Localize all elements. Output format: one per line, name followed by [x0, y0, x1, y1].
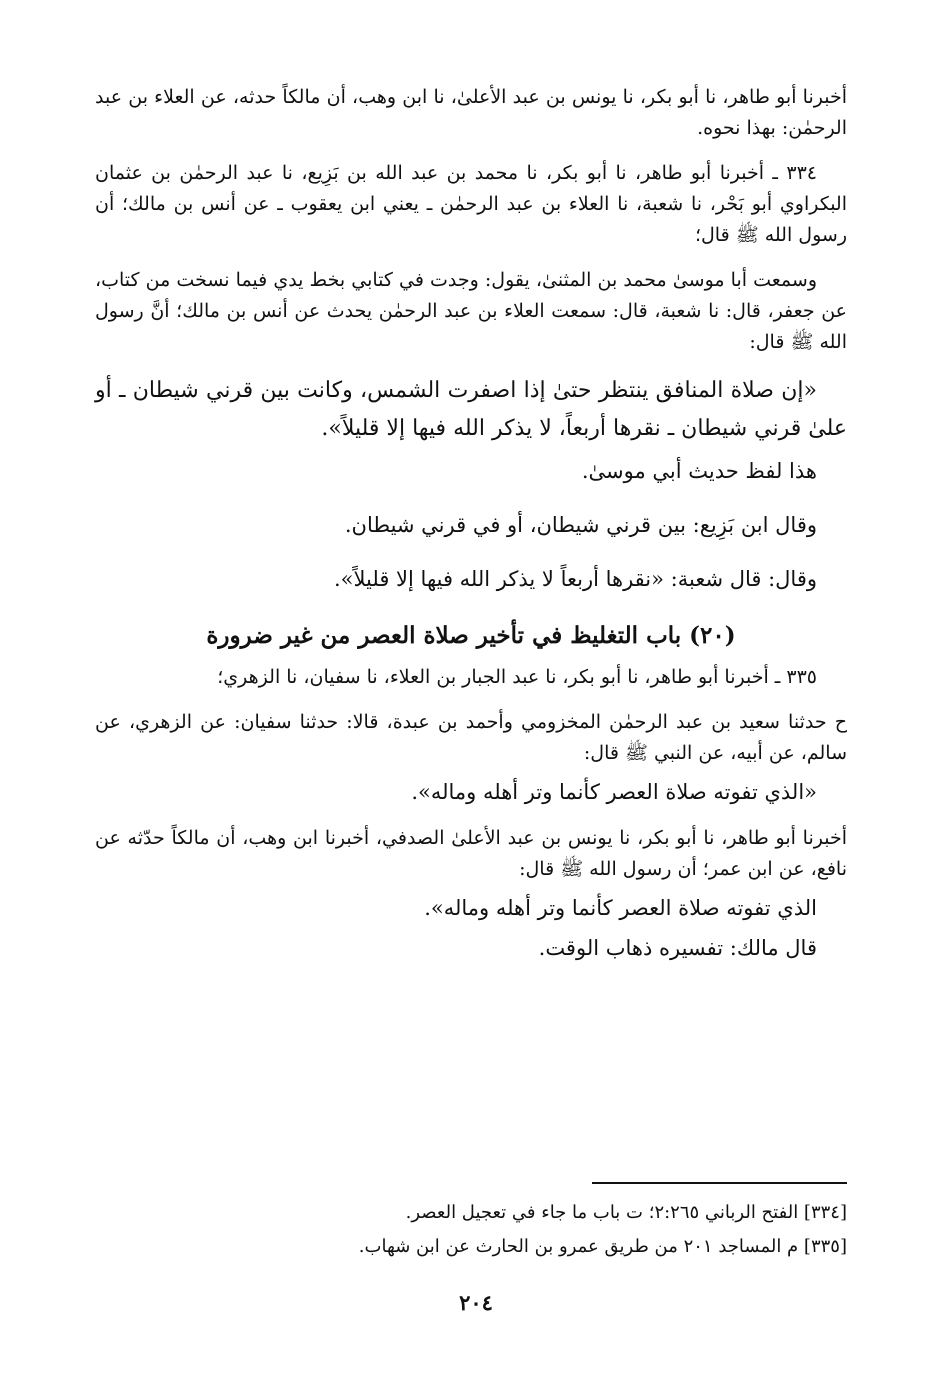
page-number: ٢٠٤ [459, 1290, 493, 1315]
hadith-334-second-chain: وسمعت أبا موسىٰ محمد بن المثنىٰ، يقول: وجدت في كتابي بخط يدي فيما نسخت من كتاب، عن جعفر، قال: نا شعبة، قال: سمعت العلاء بن عبد الرحمٰن يحدث عن أنس بن مالك؛ أنَّ رسول الله ﷺ قال: [95, 269, 847, 353]
malik-explanation: قال مالك: تفسيره ذهاب الوقت. [538, 936, 817, 960]
page-body [95, 82, 847, 965]
paragraph-chain-note: أخبرنا أبو طاهر، نا أبو بكر، نا يونس بن عبد الأعلىٰ، نا ابن وهب، أن مالكاً حدثه، عن العلاء بن عبد الرحمٰن: بهذا نحوه. [95, 86, 847, 139]
narration-variant: وقال ابن بَزِيع: بين قرني شيطان، أو في قرني شيطان. [344, 513, 817, 537]
hadith-335-text: «الذي تفوته صلاة العصر كأنما وتر أهله وماله». [411, 780, 817, 804]
footnote-335: [٣٣٥] م المساجد ٢٠١ من طريق عمرو بن الحارث عن ابن شهاب. [358, 1236, 847, 1257]
hadith-334-text: «إن صلاة المنافق ينتظر حتىٰ إذا اصفرت الشمس، وكانت بين قرني شيطان ـ أو علىٰ قرني شيطان ـ نقرها أربعاً، لا يذكر الله فيها إلا قليلاً». [95, 378, 847, 441]
hadith-335-third-chain: أخبرنا أبو طاهر، نا أبو بكر، نا يونس بن عبد الأعلىٰ الصدفي، أخبرنا ابن وهب، أن مالكاً حدّثه عن نافع، عن ابن عمر؛ أن رسول الله ﷺ قال: [95, 827, 847, 880]
chapter-heading: (٢٠) باب التغليظ في تأخير صلاة العصر من غير ضرورة [206, 622, 736, 649]
narration-note: هذا لفظ حديث أبي موسىٰ. [581, 459, 817, 483]
footnotes [95, 1196, 847, 1264]
hadith-335-second-chain: ح حدثنا سعيد بن عبد الرحمٰن المخزومي وأحمد بن عبدة، قالا: حدثنا سفيان: عن الزهري، عن سالم، عن أبيه، عن النبي ﷺ قال: [95, 711, 847, 764]
hadith-335-text-repeat: الذي تفوته صلاة العصر كأنما وتر أهله وماله». [424, 896, 817, 920]
footnote-divider [592, 1182, 847, 1184]
hadith-334-isnad: ٣٣٤ ـ أخبرنا أبو طاهر، نا أبو بكر، نا محمد بن عبد الله بن بَزِيع، نا عبد الرحمٰن بن عثمان البكراوي أبو بَحْر، نا شعبة، نا العلاء بن عبد الرحمٰن ـ يعني ابن يعقوب ـ عن أنس بن مالك؛ أن رسول الله ﷺ قال؛ [95, 162, 847, 246]
narration-shuba: وقال: قال شعبة: «نقرها أربعاً لا يذكر الله فيها إلا قليلاً». [334, 567, 817, 591]
hadith-335-isnad: ٣٣٥ ـ أخبرنا أبو طاهر، نا أبو بكر، نا عبد الجبار بن العلاء، نا سفيان، نا الزهري؛ [217, 666, 817, 688]
footnote-334: [٣٣٤] الفتح الرباني ٢:٢٦٥؛ ت باب ما جاء في تعجيل العصر. [405, 1202, 847, 1223]
